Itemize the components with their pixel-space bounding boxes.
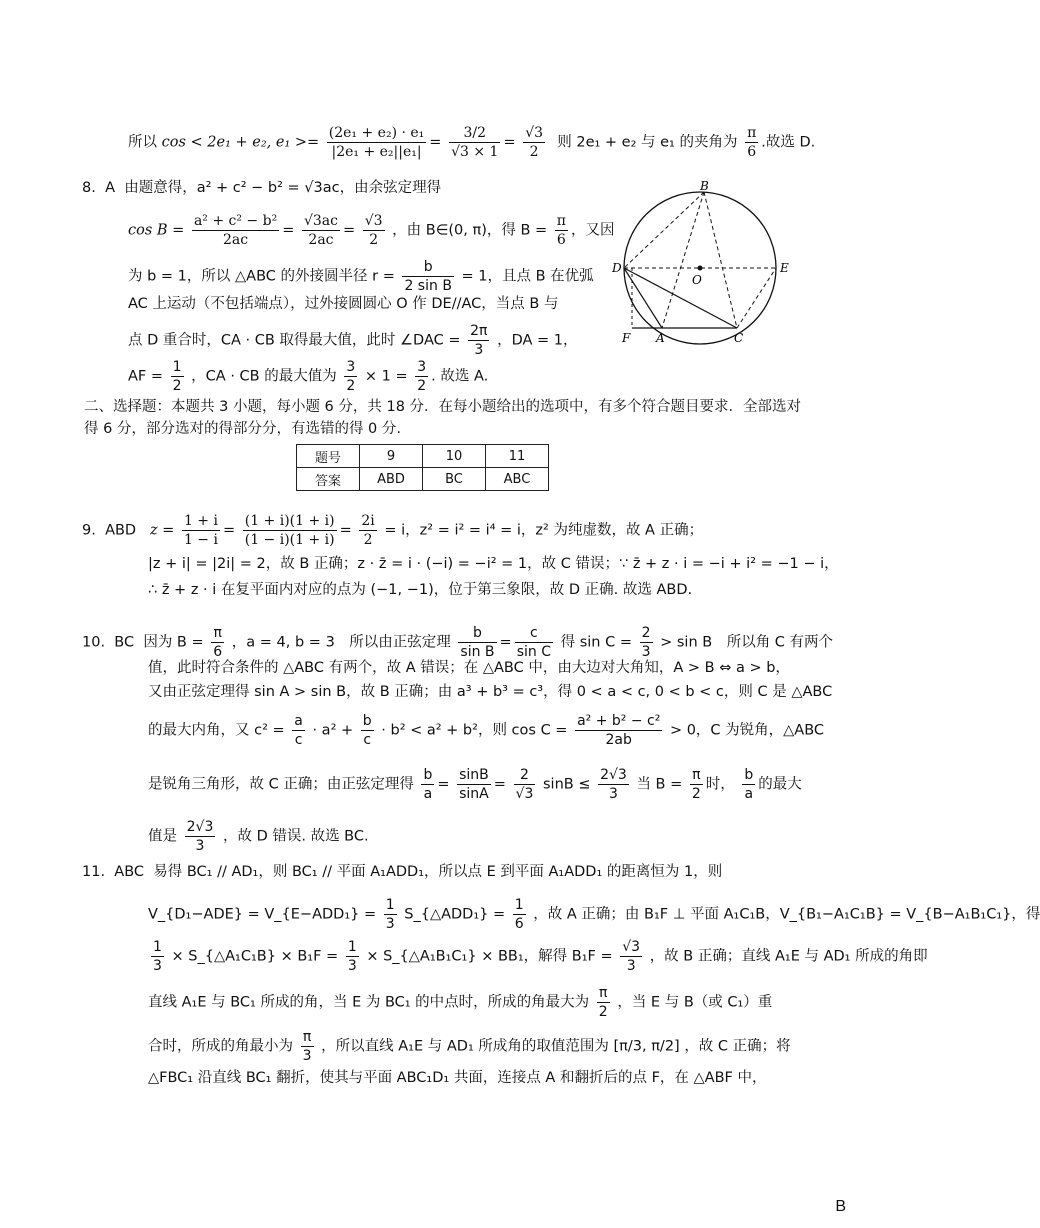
- q7-cos-expression: cos < 2e₁ + e₂, e₁ >=: [161, 134, 320, 151]
- header-cell: 题号: [297, 445, 360, 468]
- q11-text-4a: 直线 A₁E 与 BC₁ 所成的角，当 E 为 BC₁ 的中点时，所成的角最大为: [148, 994, 590, 1011]
- q8-h-den: 2: [417, 378, 427, 394]
- q10-root-den: √3: [515, 786, 534, 802]
- q11-text-2c: ，故 A 正确；由 B₁F ⊥ 平面 A₁C₁B，V_{B₁−A₁C₁B} = V_{B−A₁B₁C₁}，得: [533, 906, 1040, 923]
- q7-conclusion: 所以 cos < 2e₁ + e₂, e₁ >= $\frac{\text{(2e₁ + e₂) · e₁}}{\text{|2e₁ + e₂||e₁|}}$ = $\frac{3/2}{√3 \times 1}$ = $\frac{√3}{2}$ 则 2e₁ + e₂ 与 e₁ 的夹角为 $\frac{\pi}{6}$ .故选 D.: [128, 125, 816, 160]
- q7-end: .故选 D.: [761, 134, 816, 151]
- q10-root-num: 2: [520, 767, 529, 783]
- q8-dac-den: 3: [468, 340, 489, 359]
- q8-g-num: 3: [346, 359, 356, 375]
- q8-frac-b: [302, 212, 340, 249]
- q7-fraction-1: [327, 124, 427, 161]
- q11-number: 11.: [82, 864, 106, 880]
- q11-frac-sixth: [513, 896, 526, 933]
- q7-tail: 则 2e₁ + e₂ 与 e₁ 的夹角为: [557, 134, 738, 151]
- q10-eq-3: =: [493, 776, 506, 793]
- header-cell: 10: [423, 445, 486, 468]
- q8-text-2-end: ，又因: [570, 222, 615, 239]
- q10-frac-ba-2: [742, 766, 755, 803]
- q8-frac-a-num: a² + c² − b²: [193, 213, 278, 229]
- q8-text-5a: 点 D 重合时，CA · CB 取得最大值，此时 ∠DAC =: [128, 332, 461, 349]
- q8-text-6d: . 故选 A.: [431, 368, 489, 385]
- q10-text-5a: 是锐角三角形，故 C 正确；由正弦定理得: [148, 776, 414, 793]
- q10-text-5d: sinB ≤: [542, 776, 591, 793]
- q11-line-3: [148, 938, 928, 975]
- q11-min-den: 3: [302, 1048, 312, 1064]
- q10-bc-den: c: [361, 730, 374, 749]
- q10-sin-num: sinB: [459, 767, 489, 783]
- q9-number: 9.: [82, 522, 96, 539]
- q11-b1f-num: √3: [622, 939, 641, 955]
- q10-b-num: π: [213, 625, 222, 641]
- q8-text-6b: ，CA · CB 的最大值为: [191, 368, 337, 385]
- section-title: 二、选择题：本题共 3 小题，每小题 6 分，共 18 分．在每小题给出的选项中，有多个符合题目要求．全部选对得 6 分，部分选对的得部分分，有选错的得 0 分.: [84, 399, 802, 437]
- q8-h-num: 3: [417, 359, 427, 375]
- q10-text-4b: · a² +: [312, 722, 354, 739]
- q8-answer: A: [105, 180, 115, 196]
- q11-t2-num: 1: [153, 939, 162, 955]
- q8-frac-b-num: √3ac: [303, 213, 338, 229]
- q8-line-1: [82, 178, 441, 198]
- q7-den2: √3 × 1: [451, 144, 499, 160]
- q10-text-5g: 的最大: [758, 776, 802, 793]
- q10-frac-cosc: [575, 712, 662, 749]
- q9-f2-den: (1 − i)(1 + i): [244, 532, 335, 548]
- circle-geometry-figure: [612, 179, 792, 347]
- label-d: D: [612, 261, 622, 275]
- q7-angle-den: 6: [745, 142, 758, 161]
- q7-den1: |2e₁ + e₂||e₁|: [327, 142, 427, 161]
- label-a: A: [656, 331, 665, 345]
- q11-frac-max-angle: [597, 984, 610, 1021]
- q8-number: 8.: [82, 180, 96, 196]
- q10-frac-ba: [421, 766, 434, 803]
- q11-answer: ABC: [114, 864, 145, 880]
- q10-final-den: 3: [185, 836, 216, 855]
- q7-fraction-3: [523, 124, 545, 161]
- q8-frac-c-den: 2: [363, 230, 385, 249]
- q8-line-4: AC 上运动（不包括端点），过外接圆圆心 O 作 DE//AC，当点 B 与: [128, 296, 559, 312]
- q11-t-num: 1: [385, 897, 395, 913]
- q10-f4-num: 2: [641, 625, 651, 641]
- header-cell: 9: [360, 445, 423, 468]
- q11-range: [π/3, π/2]: [613, 1038, 680, 1055]
- q11-t3-den: 3: [347, 958, 357, 974]
- label-b: B: [700, 179, 709, 193]
- q8-text-5b: ，DA = 1，: [497, 332, 578, 349]
- q9-z: z =: [149, 522, 175, 539]
- q10-max-den: 3: [598, 784, 629, 803]
- q11-max-den: 2: [598, 1004, 608, 1020]
- q11-line-1: [82, 862, 722, 882]
- line-bc: [704, 192, 737, 328]
- q11-text-5a: 合时，所成的角最小为: [148, 1038, 293, 1055]
- q11-text-3b: × S_{△A₁B₁C₁} × BB₁，解得 B₁F =: [366, 948, 613, 965]
- label-e: E: [780, 261, 789, 275]
- q10-f4-den: 3: [641, 644, 651, 660]
- q10-answer: BC: [114, 634, 135, 651]
- q9-f3-den: 2: [359, 530, 376, 549]
- q10-ac-den: c: [292, 730, 305, 749]
- q11-text-1: 易得 BC₁ // AD₁，则 BC₁ // 平面 A₁ADD₁，所以点 E 到平面 A₁ADD₁ 的距离恒为 1，则: [153, 864, 723, 880]
- q9-f1-num: 1 + i: [183, 513, 218, 529]
- q8-line-5: [128, 322, 578, 359]
- q9-line-2: |z + i| = |2i| = 2，故 B 正确；z · z̄ = i · (−i) = −i² = 1，故 C 错误；∵ z̄ + z · i = −i + i² = −1 − i，: [148, 556, 839, 572]
- q10-frac-final: [185, 818, 216, 855]
- q10-number: 10.: [82, 634, 106, 651]
- q9-text-1: = i，z² = i² = i⁴ = i，z² 为纯虚数，故 A 正确；: [384, 522, 704, 539]
- q10-final-num: 2√3: [186, 819, 214, 835]
- line-dc: [624, 268, 737, 328]
- q10-hp-num: π: [692, 767, 701, 783]
- q11-text-2b: S_{△ADD₁} =: [404, 906, 506, 923]
- q8-r-den: 2 sin B: [404, 278, 452, 294]
- q10-text-4d: > 0，C 为锐角，△ABC: [669, 722, 825, 739]
- q10-line-6: [148, 818, 369, 855]
- q10-ac-num: a: [294, 713, 303, 729]
- q10-f2-num: b: [473, 625, 482, 641]
- q10-text-1d: 得 sin C =: [560, 634, 632, 651]
- q8-r-num: b: [423, 259, 433, 275]
- q10-line-3: 又由正弦定理得 sin A > sin B，故 B 正确；由 a³ + b³ = c³，得 0 < a < c, 0 < b < c，则 C 是 △ABC: [148, 684, 833, 700]
- q11-frac-b1f: [620, 938, 642, 975]
- q8-line-6: [128, 358, 488, 395]
- q10-bc-num: b: [362, 713, 372, 729]
- q7-den3: 2: [523, 142, 545, 161]
- q8-cosb: cos B =: [128, 222, 185, 239]
- line-bd: [624, 192, 704, 268]
- q9-answer: ABD: [105, 522, 137, 539]
- q8-frac-b-angle: [555, 212, 568, 249]
- q10-text-1e: > sin B 所以角 C 有两个: [660, 634, 834, 651]
- q8-text-3a: 为 b = 1，所以 △ABC 的外接圆半径 r =: [128, 268, 395, 285]
- q10-text-4a: 的最大内角，又 c² =: [148, 722, 285, 739]
- q8-frac-g: [344, 358, 357, 395]
- q11-line-6: △FBC₁ 沿直线 BC₁ 翻折，使其与平面 ABC₁D₁ 共面，连接点 A 和翻折后的点 F，在 △ABF 中，: [148, 1070, 767, 1086]
- q8-frac-c: [363, 212, 385, 249]
- q10-sin-den: sinA: [457, 784, 491, 803]
- q10-frac-sinc: [515, 624, 553, 661]
- q10-line-5: [148, 766, 802, 803]
- q8-text-6c: × 1 =: [364, 368, 408, 385]
- q7-lead: 所以: [128, 134, 157, 151]
- label-c: C: [734, 331, 744, 345]
- q9-line-3: ∴ z̄ + z · i 在复平面内对应的点为 (−1, −1)，位于第三象限，故 D 正确. 故选 ABD.: [148, 582, 693, 598]
- q8-frac-r: [402, 258, 453, 295]
- q8-af-num: 1: [172, 359, 182, 375]
- q11-line-4: [148, 984, 772, 1021]
- q10-text-5e: 当 B =: [636, 776, 683, 793]
- center-point-o: [698, 266, 703, 271]
- q10-text-4c: · b² < a² + b²，则 cos C =: [381, 722, 568, 739]
- q10-ba2-num: b: [744, 767, 754, 783]
- q11-s-num: 1: [514, 897, 524, 913]
- q11-b1f-den: 3: [620, 956, 642, 975]
- q8-b-num: π: [556, 213, 566, 229]
- q10-frac-root: [514, 766, 536, 803]
- q10-line-1: [82, 624, 833, 661]
- q11-text-2a: V_{D₁−ADE} = V_{E−ADD₁} =: [148, 906, 377, 923]
- answer-table: [296, 444, 549, 491]
- header-cell: 11: [486, 445, 549, 468]
- q8-text-6a: AF =: [128, 368, 164, 385]
- q10-text-1b: ，a = 4, b = 3 所以由正弦定理: [231, 634, 451, 651]
- q10-text-1a: 因为 B =: [143, 634, 204, 651]
- q10-f3-den: sin C: [516, 644, 551, 660]
- q8-frac-h: [415, 358, 428, 395]
- q8-frac-dac: [468, 322, 489, 359]
- q10-f3-num: c: [529, 625, 538, 641]
- q10-cosc-num: a² + b² − c²: [577, 713, 661, 729]
- q7-num3: √3: [525, 125, 544, 141]
- q9-frac-3: [359, 512, 376, 549]
- q10-eq: =: [499, 634, 512, 651]
- q11-max-num: π: [599, 985, 608, 1001]
- q11-frac-third-2: [151, 938, 164, 975]
- q11-min-num: π: [302, 1029, 312, 1045]
- answer-cell: 答案: [297, 468, 360, 491]
- q9-f2-num: (1 + i)(1 + i): [244, 513, 335, 529]
- q7-fraction-2: [449, 124, 500, 161]
- q8-text-2: ，由 B∈(0, π)，得 B =: [392, 222, 548, 239]
- q10-frac-half-pi: [690, 766, 703, 803]
- q8-frac-af: [171, 358, 184, 395]
- q10-hp-den: 2: [691, 786, 701, 802]
- q8-line-2: cos B = $\frac{\text{a² + c² − b²}}{2ac}$ = $\frac{√3ac}{2ac}$ = $\frac{√3}{2}$ ，由 B∈(0, π)，得 B = $\frac{\pi}{6}$ ，又因: [128, 213, 615, 248]
- answer-table-header: [297, 445, 549, 468]
- label-f: F: [622, 331, 631, 345]
- q10-frac-max: [598, 766, 629, 803]
- q11-text-3c: ，故 B 正确；直线 A₁E 与 AD₁ 所成的角即: [649, 948, 928, 965]
- corner-mark: B: [835, 1198, 846, 1215]
- q11-text-3a: × S_{△A₁C₁B} × B₁F =: [171, 948, 339, 965]
- q11-frac-min-angle: [301, 1028, 314, 1065]
- q9-line-1: 9. ABD z = $\frac{1 + i}{1 - i}$ = $\frac{(1 + i)(1 + i)}{(1 - i)(1 + i)}$ = $\frac{2i}{2}$ = i，z² = i² = i⁴ = i，z² 为纯虚数，故 A 正确；: [82, 513, 704, 548]
- q8-line-3: [128, 258, 594, 295]
- q8-frac-a: [192, 212, 279, 249]
- q10-max-num: 2√3: [600, 767, 627, 783]
- q10-f2-den: sin B: [460, 644, 495, 660]
- answer-cell: ABD: [360, 468, 423, 491]
- q11-line-2: [148, 896, 1040, 933]
- label-o: O: [692, 273, 702, 287]
- q10-line-2: 值，此时符合条件的 △ABC 有两个，故 A 错误；在 △ABC 中，由大边对大角知，A > B ⇔ a > b，: [148, 660, 790, 676]
- q10-frac-ac: [292, 712, 305, 749]
- q10-eq-2: =: [437, 776, 450, 793]
- q10-frac-sin: [457, 766, 491, 803]
- answer-table-row: [297, 468, 549, 491]
- q11-text-4b: ，当 E 与 B（或 C₁）重: [617, 994, 773, 1011]
- q7-num1: (2e₁ + e₂) · e₁: [328, 125, 425, 141]
- q10-frac-bc: [361, 712, 374, 749]
- answer-cell: ABC: [486, 468, 549, 491]
- q11-text-5b: ，所以直线 A₁E 与 AD₁ 所成角的取值范围为: [321, 1038, 609, 1055]
- q11-text-5c: ，故 C 正确；将: [684, 1038, 791, 1055]
- q8-af-den: 2: [172, 378, 182, 394]
- q11-frac-third-3: [346, 938, 359, 975]
- q10-ba-num: b: [423, 767, 433, 783]
- q10-b-den: 6: [213, 644, 223, 660]
- q8-frac-a-den: 2ac: [192, 230, 279, 249]
- q10-frac-sinb: [458, 624, 496, 661]
- q7-angle-num: π: [747, 125, 757, 141]
- answer-cell: BC: [423, 468, 486, 491]
- q9-frac-1: [182, 512, 220, 549]
- q8-g-den: 2: [346, 378, 356, 394]
- q9-frac-2: [243, 512, 337, 549]
- q7-angle: [745, 124, 758, 161]
- q8-frac-c-num: √3: [364, 213, 383, 229]
- q10-text-6b: ，故 D 错误. 故选 BC.: [222, 828, 369, 845]
- q7-num2: 3/2: [463, 125, 487, 141]
- q10-text-6a: 值是: [148, 828, 177, 845]
- q10-ba-den: a: [421, 784, 434, 803]
- q9-f3-num: 2i: [361, 513, 375, 529]
- q10-frac-b: [211, 624, 224, 661]
- q8-text-3b: = 1，且点 B 在优弧: [461, 268, 594, 285]
- q10-ba2-den: a: [742, 784, 755, 803]
- q11-t2-den: 3: [153, 958, 162, 974]
- q10-text-5f: 时，: [705, 776, 735, 793]
- q9-f1-den: 1 − i: [183, 532, 218, 548]
- q10-frac-two-thirds: [640, 624, 653, 661]
- q8-frac-b-den: 2ac: [302, 230, 340, 249]
- q11-t-den: 3: [385, 916, 395, 932]
- q8-text-1: 由题意得，a² + c² − b² = √3ac，由余弦定理得: [124, 180, 442, 196]
- q10-line-4: [148, 712, 824, 749]
- q8-b-den: 6: [555, 230, 568, 249]
- q11-line-5: [148, 1028, 791, 1065]
- q11-frac-third: [384, 896, 397, 933]
- q11-s-den: 6: [514, 916, 524, 932]
- q11-t3-num: 1: [347, 939, 357, 955]
- q10-cosc-den: 2ab: [575, 730, 662, 749]
- q8-dac-num: 2π: [470, 323, 488, 339]
